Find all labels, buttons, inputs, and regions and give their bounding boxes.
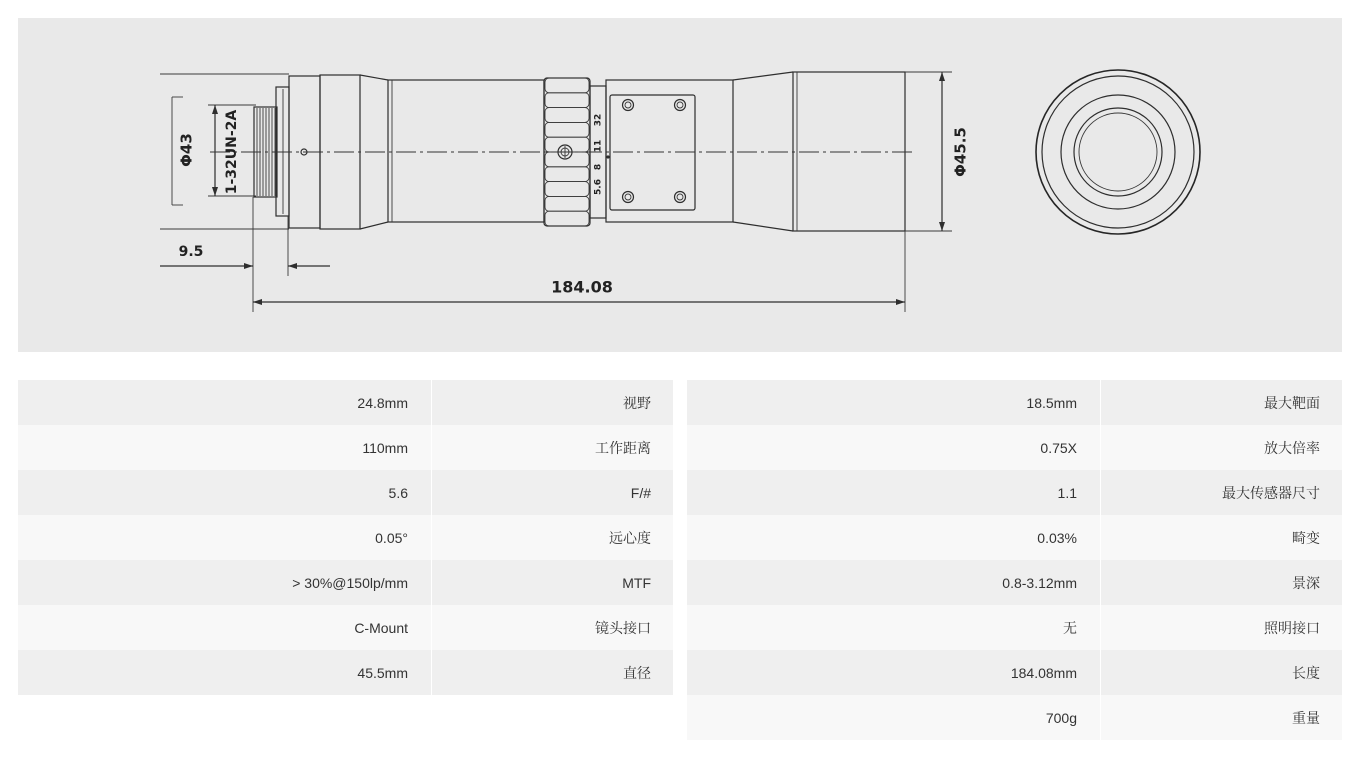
spec-label: 照明接口 bbox=[1100, 605, 1342, 650]
table-row bbox=[687, 515, 1342, 560]
table-row bbox=[687, 425, 1342, 470]
spec-value: 0.05° bbox=[375, 529, 408, 546]
plate-screw-icon bbox=[675, 192, 686, 203]
spec-table-primary bbox=[687, 380, 1342, 740]
spec-value: 700g bbox=[1045, 709, 1077, 726]
spec-value: 24.8mm bbox=[357, 394, 408, 411]
spec-value: 0.8-3.12mm bbox=[1002, 574, 1077, 591]
spec-label: 景深 bbox=[1100, 560, 1342, 605]
aperture-mark-5-6: 5.6 bbox=[593, 179, 604, 195]
lens-drawing bbox=[18, 18, 1342, 352]
table-row bbox=[18, 515, 673, 560]
spec-label: 视野 bbox=[431, 380, 673, 425]
spec-value: 45.5mm bbox=[357, 664, 408, 681]
spec-table-secondary bbox=[18, 380, 673, 695]
spec-label: 畸变 bbox=[1100, 515, 1342, 560]
spec-label: 工作距离 bbox=[431, 425, 673, 470]
table-row bbox=[687, 605, 1342, 650]
technical-drawing-panel bbox=[18, 18, 1342, 352]
flange-diameter-label: Φ43 bbox=[177, 133, 196, 167]
thread-spec-label: 1-32UN-2A bbox=[224, 109, 240, 195]
spec-label: MTF bbox=[431, 560, 673, 605]
total-length-label: 184.08 bbox=[551, 277, 613, 297]
table-row bbox=[687, 380, 1342, 425]
spec-label: 直径 bbox=[431, 650, 673, 695]
aperture-index-dot bbox=[606, 155, 609, 158]
aperture-mark-32: 32 bbox=[593, 113, 604, 127]
spec-value: 110mm bbox=[362, 439, 408, 456]
plate-screw-icon bbox=[623, 192, 634, 203]
table-row bbox=[18, 380, 673, 425]
spec-label: 镜头接口 bbox=[431, 605, 673, 650]
aperture-mark-11: 11 bbox=[593, 139, 604, 153]
spec-label: 最大传感器尺寸 bbox=[1100, 470, 1342, 515]
spec-value: 18.5mm bbox=[1026, 394, 1077, 411]
spec-label: 重量 bbox=[1100, 695, 1342, 740]
table-row bbox=[18, 560, 673, 605]
spec-value: 5.6 bbox=[388, 484, 408, 501]
spec-label: F/# bbox=[431, 470, 673, 515]
plate-screw-icon bbox=[623, 100, 634, 111]
table-row bbox=[687, 470, 1342, 515]
table-row bbox=[687, 695, 1342, 740]
spec-value: > 30%@150lp/mm bbox=[292, 574, 408, 591]
aperture-mark-8: 8 bbox=[593, 163, 604, 171]
spec-value: 1.1 bbox=[1057, 484, 1077, 501]
table-row bbox=[687, 650, 1342, 695]
spec-label: 长度 bbox=[1100, 650, 1342, 695]
spec-value: 184.08mm bbox=[1010, 664, 1077, 681]
body-tube bbox=[388, 80, 544, 222]
total-length-dimension bbox=[253, 231, 905, 312]
body-section-main bbox=[606, 80, 733, 222]
spec-label: 放大倍率 bbox=[1100, 425, 1342, 470]
flange-distance-label: 9.5 bbox=[178, 244, 204, 260]
spec-label: 最大靶面 bbox=[1100, 380, 1342, 425]
spec-value: C-Mount bbox=[354, 619, 408, 636]
body-diameter-label: Φ45.5 bbox=[951, 127, 970, 177]
spec-value: 0.75X bbox=[1040, 439, 1077, 456]
lens-front-view bbox=[1036, 70, 1200, 234]
spec-label: 远心度 bbox=[431, 515, 673, 560]
table-row bbox=[18, 470, 673, 515]
body-diameter-dimension bbox=[905, 72, 952, 231]
table-row bbox=[18, 650, 673, 695]
spec-value: 无 bbox=[1063, 619, 1077, 636]
spec-value: 0.03% bbox=[1037, 529, 1077, 546]
table-row bbox=[18, 425, 673, 470]
table-row bbox=[687, 560, 1342, 605]
plate-screw-icon bbox=[675, 100, 686, 111]
table-row bbox=[18, 605, 673, 650]
